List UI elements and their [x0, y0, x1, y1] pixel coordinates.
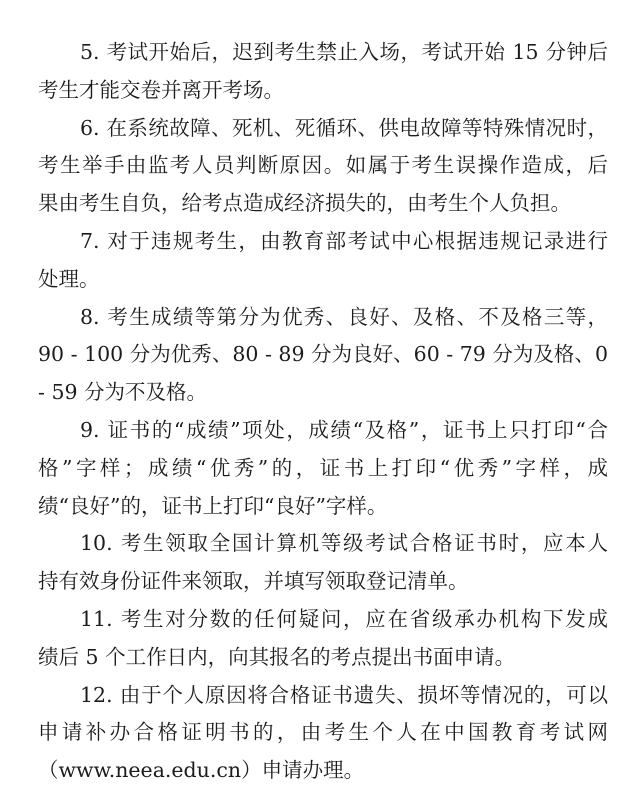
text-line: （www.neea.edu.cn）申请办理。 — [38, 758, 365, 783]
text-line: 绩“良好”的，证书上打印“良好”字样。 — [38, 493, 388, 518]
paragraph-item-8 — [38, 299, 608, 412]
text-line: 格”字样；成绩“优秀”的，证书上打印“优秀”字样，成 — [38, 455, 608, 480]
paragraph-item-6 — [38, 110, 608, 223]
text-line: 持有效身份证件来领取，并填写领取登记清单。 — [38, 569, 469, 594]
text-line: 8. 考生成绩等第分为优秀、良好、及格、不及格三等， — [80, 304, 608, 329]
document-page — [38, 34, 608, 790]
text-line: 10. 考生领取全国计算机等级考试合格证书时，应本人 — [80, 531, 608, 556]
text-line: 考生举手由监考人员判断原因。如属于考生误操作造成，后 — [38, 153, 608, 178]
text-line: 12. 由于个人原因将合格证书遗失、损坏等情况的，可以 — [80, 682, 608, 707]
text-line: 5. 考试开始后，迟到考生禁止入场，考试开始 15 分钟后 — [80, 40, 608, 64]
text-line: 90 - 100 分为优秀、80 - 89 分为良好、60 - 79 分为及格、0 — [38, 342, 608, 367]
text-line: 6. 在系统故障、死机、死循环、供电故障等特殊情况时， — [80, 115, 608, 140]
paragraph-item-12 — [38, 677, 608, 790]
text-line: 11. 考生对分数的任何疑问，应在省级承办机构下发成 — [80, 606, 608, 631]
text-line: - 59 分为不及格。 — [38, 380, 208, 405]
text-line: 9. 证书的“成绩”项处，成绩“及格”，证书上只打印“合 — [80, 417, 608, 442]
paragraph-item-9 — [38, 412, 608, 525]
text-line: 申请补办合格证明书的，由考生个人在中国教育考试网 — [38, 720, 608, 745]
paragraph-item-11 — [38, 601, 608, 677]
text-line: 果由考生自负，给考点造成经济损失的，由考生个人负担。 — [38, 191, 571, 216]
text-line: 处理。 — [38, 266, 100, 291]
paragraph-item-7 — [38, 223, 608, 299]
text-line: 考生才能交卷并离开考场。 — [38, 77, 284, 102]
text-line: 7. 对于违规考生，由教育部考试中心根据违规记录进行 — [80, 228, 608, 253]
paragraph-item-5 — [38, 34, 608, 110]
text-line: 绩后 5 个工作日内，向其报名的考点提出书面申请。 — [38, 644, 516, 669]
paragraph-item-10 — [38, 525, 608, 601]
